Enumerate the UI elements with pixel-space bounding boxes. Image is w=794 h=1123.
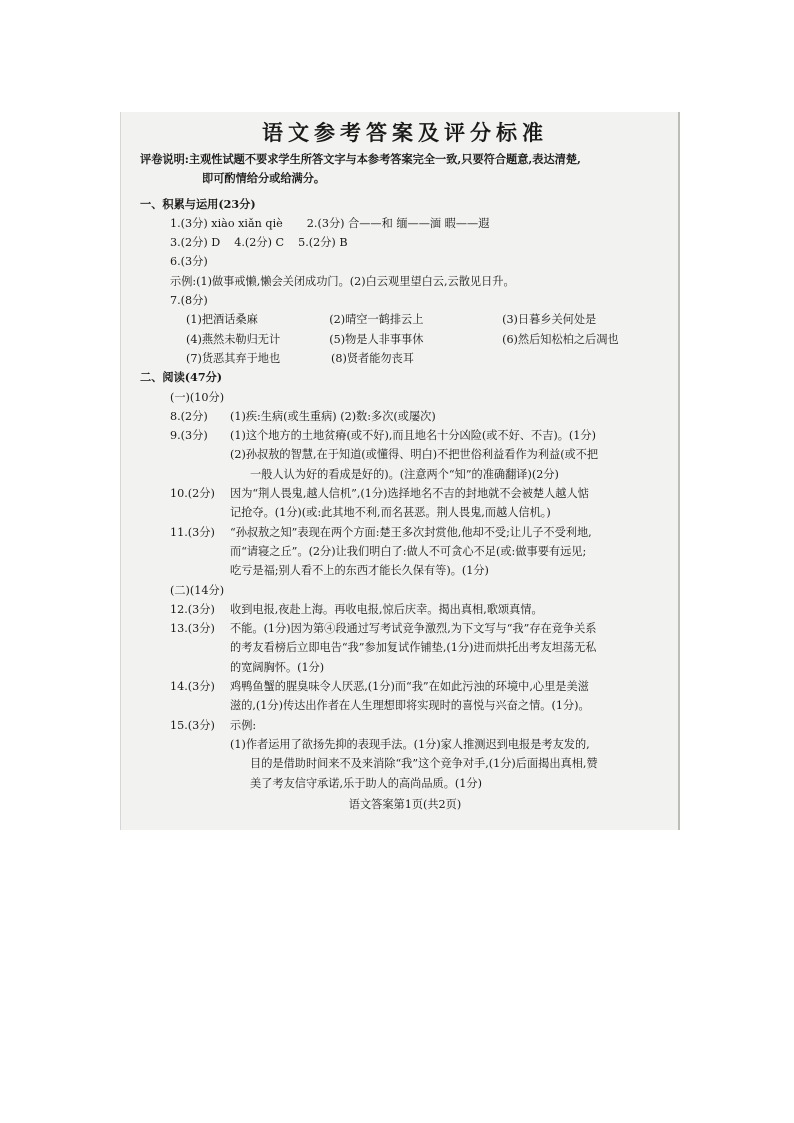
q12-label: 12.(3分) xyxy=(170,602,215,616)
q10-label: 10.(2分) xyxy=(170,487,215,501)
q15-intro: 示例: xyxy=(230,718,257,732)
q7-row2 xyxy=(140,330,670,349)
q14-line: 鸡鸭鱼蟹的腥臭味令人厌恶,(1分)而“我”在如此污浊的环境中,心里是美滋 xyxy=(230,680,589,694)
q7-item: (7)货恶其弃于地也 xyxy=(186,351,281,365)
page-title: 语文参考答案及评分标准 xyxy=(262,120,548,145)
q10 xyxy=(140,484,670,503)
q15 xyxy=(140,716,670,735)
q2-answer: 2.(3分) 合——和 缅——湎 暇——遐 xyxy=(306,216,490,230)
q8-answer: (1)疾:生病(或生重病) (2)数:多次(或屡次) xyxy=(230,409,436,423)
q1-answer: 1.(3分) xiào xiǎn qiè xyxy=(170,216,283,230)
q13-line: 的考友看榜后立即电告“我”参加复试作铺垫,(1分)进而烘托出考友坦荡无私 xyxy=(230,641,597,655)
grading-note-line1: 评卷说明:主观性试题不要求学生所答文字与本参考答案完全一致,只要符合题意,表达清楚, xyxy=(140,152,581,166)
q12-answer: 收到电报,夜赴上海。再收电报,惊后庆幸。揭出真相,歌颂真情。 xyxy=(230,602,543,616)
q6-example: 示例:(1)做事戒懒,懒会关闭成功门。(2)白云观里望白云,云散见日升。 xyxy=(170,274,515,288)
q3-q5-line xyxy=(140,233,670,252)
reading-part2: (二)(14分) xyxy=(170,583,225,597)
q11-label: 11.(3分) xyxy=(170,525,215,539)
q9-line: (2)孙叔敖的智慧,在于知道(或懂得、明白)不把世俗利益看作为利益(或不把 xyxy=(230,448,599,462)
q11-line: “孙叔敖之知”表现在两个方面:楚王多次封赏他,他却不受;让儿子不受利地, xyxy=(230,525,592,539)
q4-answer: 4.(2分) C xyxy=(234,236,285,250)
q13-line: 的宽阔胸怀。(1分) xyxy=(230,660,325,674)
q7-item: (2)晴空一鹤排云上 xyxy=(329,313,424,327)
q1-q2-line xyxy=(140,214,670,233)
q13-line: 不能。(1分)因为第④段通过写考试竞争激烈,为下文写与“我”存在竞争关系 xyxy=(230,622,597,636)
q5-answer: 5.(2分) B xyxy=(298,236,348,250)
reading-part1: (一)(10分) xyxy=(170,390,225,404)
q9 xyxy=(140,426,670,445)
q7-item: (4)燕然未勒归无计 xyxy=(186,332,281,346)
q15-line: 目的是借助时间来不及来消除“我”这个竞争对手,(1分)后面揭出真相,赞 xyxy=(250,757,598,771)
section1-heading: 一、积累与运用(23分) xyxy=(140,196,256,211)
q13-label: 13.(3分) xyxy=(170,622,215,636)
q15-label: 15.(3分) xyxy=(170,718,215,732)
q7-item: (1)把酒话桑麻 xyxy=(186,313,258,327)
q9-line: 一般人认为好的看成是好的)。(注意两个“知”的准确翻译)(2分) xyxy=(250,467,559,481)
q9-line: (1)这个地方的土地贫瘠(或不好),而且地名十分凶险(或不好、不吉)。(1分) xyxy=(230,429,596,443)
q7-row3 xyxy=(140,349,670,368)
q8 xyxy=(140,407,670,426)
q7-row1 xyxy=(140,310,670,329)
q6-label: 6.(3分) xyxy=(170,255,208,269)
q7-item: (5)物是人非事事休 xyxy=(329,332,424,346)
q8-label: 8.(2分) xyxy=(170,409,208,423)
grading-note-line2: 即可酌情给分或给满分。 xyxy=(202,171,326,186)
q14-label: 14.(3分) xyxy=(170,680,215,694)
q13 xyxy=(140,619,670,638)
q10-line: 记抢夺。(1分)(或:此其地不利,而名甚恶。荆人畏鬼,而越人信机。) xyxy=(230,506,551,520)
q10-line: 因为“荆人畏鬼,越人信机”,(1分)选择地名不吉的封地就不会被楚人越人惦 xyxy=(230,487,589,501)
q11 xyxy=(140,523,670,542)
q15-line: (1)作者运用了欲扬先抑的表现手法。(1分)家人推测迟到电报是考友发的, xyxy=(230,737,590,751)
q14-line: 滋的,(1分)传达出作者在人生理想即将实现时的喜悦与兴奋之情。(1分)。 xyxy=(230,699,590,713)
q14 xyxy=(140,677,670,696)
q11-line: 而“请寝之丘”。(2分)让我们明白了:做人不可贪心不足(或:做事要有远见; xyxy=(230,544,587,558)
answer-document xyxy=(140,112,670,814)
page-footer: 语文答案第1页(共2页) xyxy=(348,797,462,811)
q7-item: (6)然后知松柏之后凋也 xyxy=(502,332,619,346)
section2-heading: 二、阅读(47分) xyxy=(140,370,223,385)
q12 xyxy=(140,600,670,619)
q7-item: (8)贤者能勿丧耳 xyxy=(331,351,414,365)
q3-answer: 3.(2分) D xyxy=(170,236,221,250)
q9-label: 9.(3分) xyxy=(170,429,208,443)
q7-label: 7.(8分) xyxy=(170,294,208,308)
q11-line: 吃亏是福;别人看不上的东西才能长久保有等)。(1分) xyxy=(230,564,489,578)
q7-item: (3)日暮乡关何处是 xyxy=(502,313,597,327)
q15-line: 美了考友信守承诺,乐于助人的高尚品质。(1分) xyxy=(250,776,482,790)
